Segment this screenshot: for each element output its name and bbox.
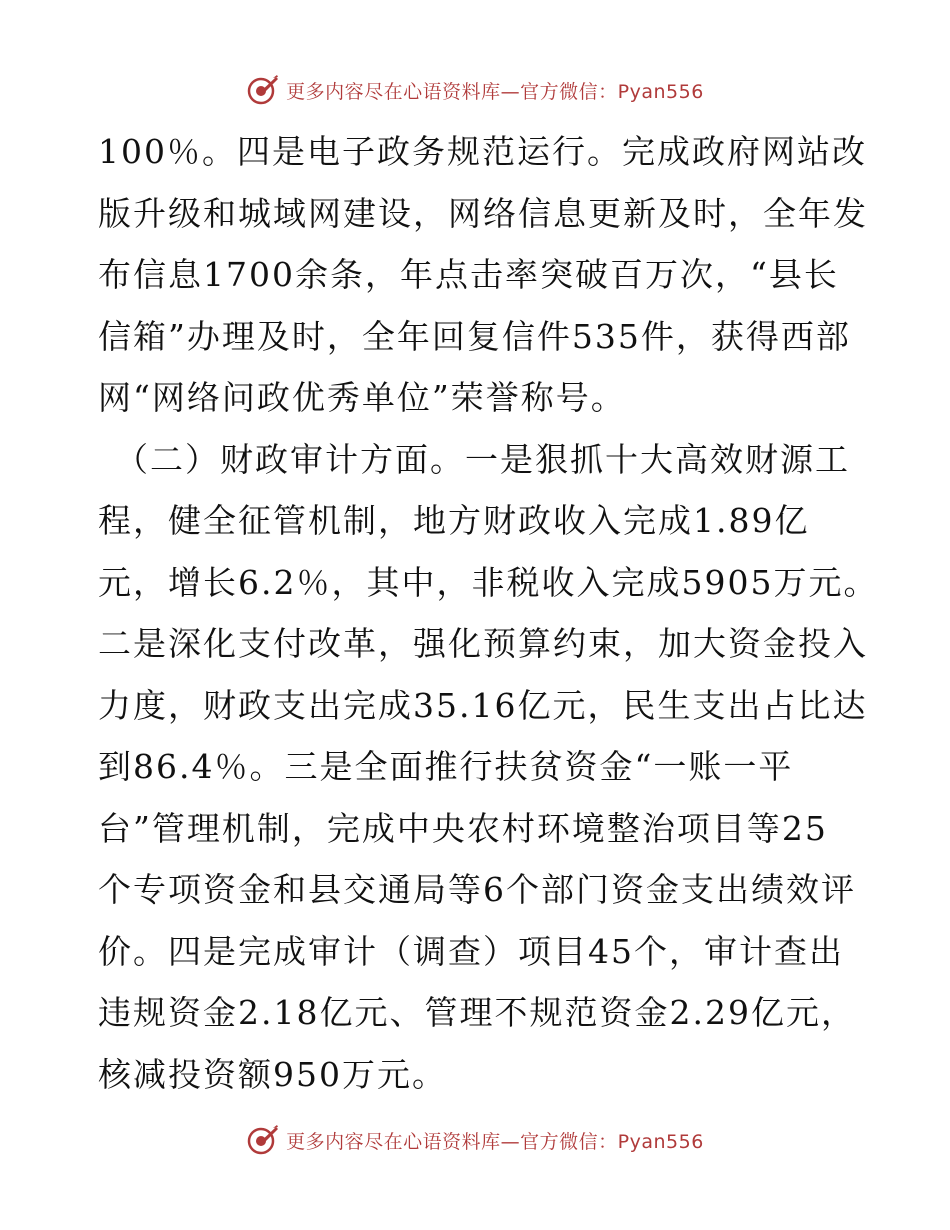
text-line: 二是深化支付改革，强化预算约束，加大资金投入 bbox=[98, 624, 868, 663]
text-line: 台”管理机制，完成中央农村环境整治项目等25 bbox=[98, 808, 828, 848]
banner-text: 更多内容尽在心语资料库—官方微信：Pyan556 bbox=[286, 1130, 704, 1153]
text-line: （二）财政审计方面。一是狠抓十大高效财源工 bbox=[115, 439, 850, 479]
text-line: 布信息1700余条，年点击率突破百万次，“县长 bbox=[98, 255, 839, 294]
text-line: 元，增长6.2％，其中，非税收入完成5905万元。 bbox=[98, 562, 879, 602]
quill-pen-seal-icon bbox=[246, 73, 280, 107]
text-line: 到86.4％。三是全面推行扶贫资金“一账一平 bbox=[98, 747, 794, 786]
text-line: 100％。四是电子政务规范运行。完成政府网站改 bbox=[98, 132, 867, 171]
text-line: 价。四是完成审计（调查）项目45个，审计查出 bbox=[98, 931, 844, 971]
text-line: 网“网络问政优秀单位”荣誉称号。 bbox=[98, 378, 626, 417]
banner-text: 更多内容尽在心语资料库—官方微信：Pyan556 bbox=[286, 80, 704, 103]
text-line: 核减投资额950万元。 bbox=[98, 1054, 447, 1094]
quill-pen-seal-icon bbox=[246, 1123, 280, 1157]
header-banner bbox=[0, 70, 950, 110]
text-line: 违规资金2.18亿元、管理不规范资金2.29亿元， bbox=[98, 993, 856, 1032]
text-line: 个专项资金和县交通局等6个部门资金支出绩效评 bbox=[98, 870, 856, 909]
text-line: 力度，财政支出完成35.16亿元，民生支出占比达 bbox=[98, 685, 868, 725]
text-line: 版升级和城域网建设，网络信息更新及时，全年发 bbox=[98, 193, 868, 233]
text-line: 信箱”办理及时，全年回复信件535件，获得西部 bbox=[98, 316, 851, 356]
footer-banner bbox=[0, 1120, 950, 1160]
document-body bbox=[98, 121, 879, 1105]
text-line: 程，健全征管机制，地方财政收入完成1.89亿 bbox=[98, 501, 810, 540]
